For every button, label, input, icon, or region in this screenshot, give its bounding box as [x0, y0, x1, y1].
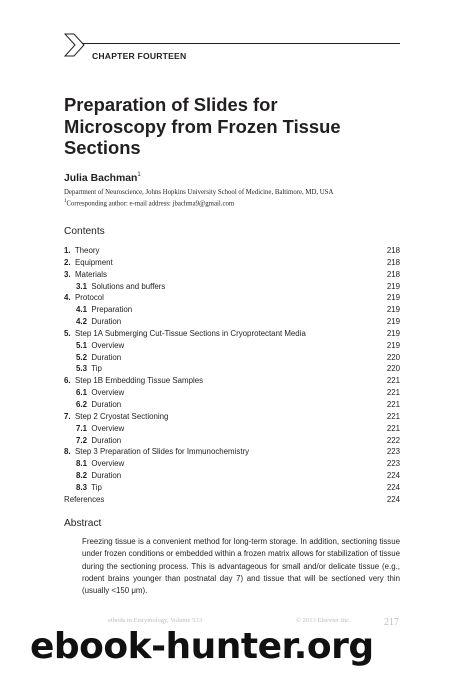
- watermark-text: ebook-hunter.org: [30, 626, 374, 667]
- title-line: Preparation of Slides for: [64, 94, 278, 115]
- chapter-arrow-icon: [64, 33, 86, 57]
- toc-entry-page: 221: [386, 388, 400, 398]
- toc-entry-title: Tip: [91, 482, 102, 492]
- toc-entry-number: 6.: [64, 376, 71, 386]
- chapter-title: [64, 94, 364, 159]
- toc-entry-page: 218: [386, 269, 400, 279]
- author-name: Julia Bachman: [64, 173, 138, 184]
- toc-entry[interactable]: [64, 328, 400, 340]
- toc-entry-title: References: [64, 494, 105, 504]
- toc-entry-page: 219: [386, 328, 400, 338]
- toc-entry[interactable]: [64, 292, 400, 304]
- affiliation-corresponding: $^1$Corresponding author: e-mail address: jbachma9@gmail.com: [64, 199, 235, 208]
- toc-entry-page: 219: [386, 293, 400, 303]
- toc-entry[interactable]: [64, 375, 400, 387]
- page-footer: [0, 612, 450, 675]
- toc-entry-page: 219: [386, 305, 400, 315]
- table-of-contents: [64, 245, 400, 506]
- toc-entry[interactable]: [64, 387, 400, 399]
- toc-entry-title: Step 3 Preparation of Slides for Immunochemistry: [74, 447, 250, 457]
- toc-entry-title: Theory: [74, 246, 100, 255]
- toc-entry[interactable]: [64, 482, 400, 494]
- toc-entry-page: 219: [386, 317, 400, 327]
- toc-entry-title: Tip: [91, 364, 102, 374]
- toc-entry-page: 218: [386, 246, 400, 255]
- affiliation-marker: 1: [64, 199, 67, 204]
- toc-entry-page: 220: [386, 352, 400, 362]
- toc-entry-number: 7.: [64, 411, 71, 421]
- toc-entry-page: 219: [386, 281, 400, 291]
- toc-entry-title: Duration: [91, 435, 122, 445]
- toc-entry-title: Duration: [91, 352, 122, 362]
- toc-entry-page: 223: [386, 447, 400, 457]
- title-line: Microscopy from Frozen Tissue: [64, 115, 341, 137]
- toc-entry-number: 7.1: [76, 423, 87, 433]
- toc-entry[interactable]: [64, 269, 400, 281]
- toc-entry-number: 4.: [64, 293, 71, 303]
- toc-entry-number: 5.1: [76, 340, 87, 350]
- toc-entry[interactable]: [64, 494, 400, 506]
- toc-entry[interactable]: [64, 411, 400, 423]
- toc-entry-page: 221: [386, 411, 400, 421]
- toc-entry-title: Preparation: [91, 305, 133, 315]
- toc-entry-number: 5.3: [76, 364, 87, 374]
- toc-entry[interactable]: [64, 316, 400, 328]
- footer-journal: ethods in Enzymology, Volume 533: [108, 617, 203, 624]
- chapter-label: CHAPTER FOURTEEN: [92, 51, 187, 61]
- toc-entry[interactable]: [64, 281, 400, 293]
- toc-entry-title: Step 2 Cryostat Sectioning: [74, 411, 169, 421]
- toc-entry-title: Duration: [91, 399, 122, 409]
- toc-entry-number: 8.1: [76, 459, 87, 469]
- toc-entry[interactable]: [64, 435, 400, 447]
- toc-entry-number: 6.2: [76, 399, 87, 409]
- toc-entry-page: 224: [386, 471, 400, 481]
- toc-entry-page: 223: [386, 459, 400, 469]
- toc-entry-title: Overview: [91, 423, 125, 433]
- toc-entry-number: 2.: [64, 257, 71, 267]
- affiliation: [64, 188, 333, 208]
- toc-entry-title: Step 1B Embedding Tissue Samples: [74, 376, 204, 386]
- toc-entry[interactable]: [64, 340, 400, 352]
- toc-entry[interactable]: [64, 423, 400, 435]
- toc-entry-number: 6.1: [76, 388, 87, 398]
- toc-entry-title: Duration: [91, 471, 122, 481]
- toc-entry-number: 8.: [64, 447, 71, 457]
- toc-entry-number: 3.1: [76, 281, 87, 291]
- toc-entry[interactable]: [64, 446, 400, 458]
- footer-page-number: 217: [384, 617, 399, 628]
- contents-heading: Contents: [64, 226, 105, 237]
- toc-entry[interactable]: [64, 399, 400, 411]
- toc-entry-title: Protocol: [74, 293, 104, 303]
- toc-entry-number: 8.2: [76, 471, 87, 481]
- toc-entry-number: 1.: [64, 246, 71, 255]
- toc-entry-title: Solutions and buffers: [91, 281, 166, 291]
- toc-entry-title: Overview: [91, 459, 125, 469]
- toc-entry-page: 224: [386, 494, 400, 504]
- toc-entry-number: 8.3: [76, 482, 87, 492]
- toc-entry[interactable]: [64, 363, 400, 375]
- toc-entry[interactable]: [64, 470, 400, 482]
- toc-entry-number: 4.2: [76, 317, 87, 327]
- affiliation-department: Department of Neuroscience, Johns Hopkins University School of Medicine, Baltimore, MD, USA: [64, 189, 334, 196]
- toc-entry-page: 221: [386, 376, 400, 386]
- toc-entry[interactable]: [64, 304, 400, 316]
- toc-entry[interactable]: [64, 245, 400, 257]
- toc-entry[interactable]: [64, 352, 400, 364]
- abstract-body: Freezing tissue is a convenient method for long-term storage. In addition, sectioning tissue under frozen conditions or embedded within a frozen matrix allows for stabilization of tissue during the sectioning process. This is advantageous for small and/or delicate tissue (e.g., rodent brains younger than postnatal day 7) and tissue that will be sectioned very thin (usually <150 μm).: [82, 537, 400, 596]
- toc-entry-title: Overview: [91, 388, 125, 398]
- toc-entry-title: Step 1A Submerging Cut-Tissue Sections in Cryoprotectant Media: [74, 328, 306, 338]
- abstract-heading: Abstract: [64, 518, 102, 529]
- toc-entry-page: 219: [386, 340, 400, 350]
- footer-copyright: © 2013 Elsevier Inc.: [296, 617, 351, 624]
- toc-entry-title: Overview: [91, 340, 125, 350]
- toc-entry[interactable]: [64, 458, 400, 470]
- toc-entry-number: 7.2: [76, 435, 87, 445]
- toc-entry-title: Equipment: [74, 257, 113, 267]
- toc-entry-title: Duration: [91, 317, 122, 327]
- toc-entry-page: 221: [386, 423, 400, 433]
- toc-entry-page: 218: [386, 257, 400, 267]
- toc-entry-page: 222: [386, 435, 400, 445]
- toc-entry-number: 5.2: [76, 352, 87, 362]
- toc-entry-page: 221: [386, 399, 400, 409]
- author: [64, 172, 141, 184]
- toc-entry-number: 5.: [64, 328, 71, 338]
- toc-entry-number: 3.: [64, 269, 71, 279]
- toc-entry[interactable]: [64, 257, 400, 269]
- title-line: Sections: [64, 137, 141, 158]
- toc-entry-page: 224: [386, 482, 400, 492]
- chapter-rule: [82, 43, 400, 44]
- toc-entry-page: 220: [386, 364, 400, 374]
- toc-entry-title: Materials: [74, 269, 107, 279]
- author-marker: 1: [137, 172, 141, 178]
- toc-entry-number: 4.1: [76, 305, 87, 315]
